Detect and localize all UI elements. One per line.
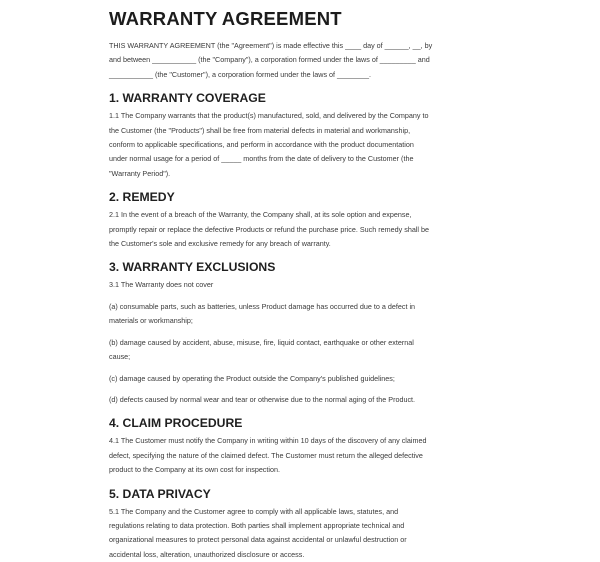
section-warranty-coverage (109, 90, 500, 181)
section-line: "Warranty Period"). (109, 168, 171, 178)
section-warranty-exclusions (109, 259, 500, 407)
section-remedy (109, 189, 500, 251)
section-line: product to the Company at its own cost for inspection. (109, 465, 280, 475)
section-heading: 3. WARRANTY EXCLUSIONS (109, 260, 276, 275)
section-line: promptly repair or replace the defective Products or refund the purchase price. Such remedy shall be (109, 224, 430, 234)
exclusion-item-a (109, 300, 500, 329)
section-line: accidental loss, alteration, unauthorized disclosure or access. (109, 549, 305, 559)
intro-line: and between ___________ (the "Company"), a corporation formed under the laws of _________ and (109, 55, 430, 65)
section-line: the Customer's sole and exclusive remedy for any breach of warranty. (109, 239, 331, 249)
section-line: cause; (109, 352, 131, 362)
section-line: 2.1 In the event of a breach of the Warranty, the Company shall, at its sole option and expense, (109, 210, 412, 220)
intro-paragraph (109, 39, 500, 82)
section-heading: 2. REMEDY (109, 190, 175, 205)
section-line: organizational measures to protect personal data against accidental or unlawful destruction or (109, 535, 407, 545)
section-line: (d) defects caused by normal wear and tear or otherwise due to the normal aging of the Product. (109, 394, 416, 404)
section-heading: 5. DATA PRIVACY (109, 486, 211, 501)
document-title: WARRANTY AGREEMENT (109, 8, 342, 29)
section-line: (c) damage caused by operating the Product outside the Company's published guidelines; (109, 373, 395, 383)
exclusion-item-d (109, 393, 500, 407)
section-line: (b) damage caused by accident, abuse, misuse, fire, liquid contact, earthquake or other external (109, 337, 414, 347)
section-line: the Customer (the "Products") shall be free from material defects in material and workmanship, (109, 125, 411, 135)
exclusion-item-b (109, 336, 500, 365)
section-line: 4.1 The Customer must notify the Company in writing within 10 days of the discovery of any claimed (109, 436, 427, 446)
section-heading: 4. CLAIM PROCEDURE (109, 416, 243, 431)
section-line: 3.1 The Warranty does not cover (109, 280, 214, 290)
section-line: conform to applicable specifications, and perform in accordance with the product documentation (109, 140, 414, 150)
exclusion-item-c (109, 372, 500, 386)
section-line: under normal usage for a period of _____ months from the date of delivery to the Customer (the (109, 154, 414, 164)
section-line: (a) consumable parts, such as batteries, unless Product damage has occurred due to a defect in (109, 301, 416, 311)
section-line: 5.1 The Company and the Customer agree to comply with all applicable laws, statutes, and (109, 506, 399, 516)
section-heading: 1. WARRANTY COVERAGE (109, 91, 266, 106)
section-data-privacy (109, 486, 500, 562)
section-line: materials or workmanship; (109, 316, 193, 326)
intro-line: ___________ (the "Customer"), a corporation formed under the laws of ________. (109, 69, 372, 79)
intro-line: THIS WARRANTY AGREEMENT (the "Agreement") is made effective this ____ day of ______, __, by (109, 41, 433, 50)
section-line: regulations relating to data protection. Both parties shall implement appropriate technical and (109, 520, 405, 530)
section-line: 1.1 The Company warrants that the product(s) manufactured, sold, and delivered by the Company to (109, 111, 429, 121)
section-line: defect, specifying the nature of the claimed defect. The Customer must return the alleged defective (109, 450, 423, 460)
section-claim-procedure (109, 415, 500, 477)
